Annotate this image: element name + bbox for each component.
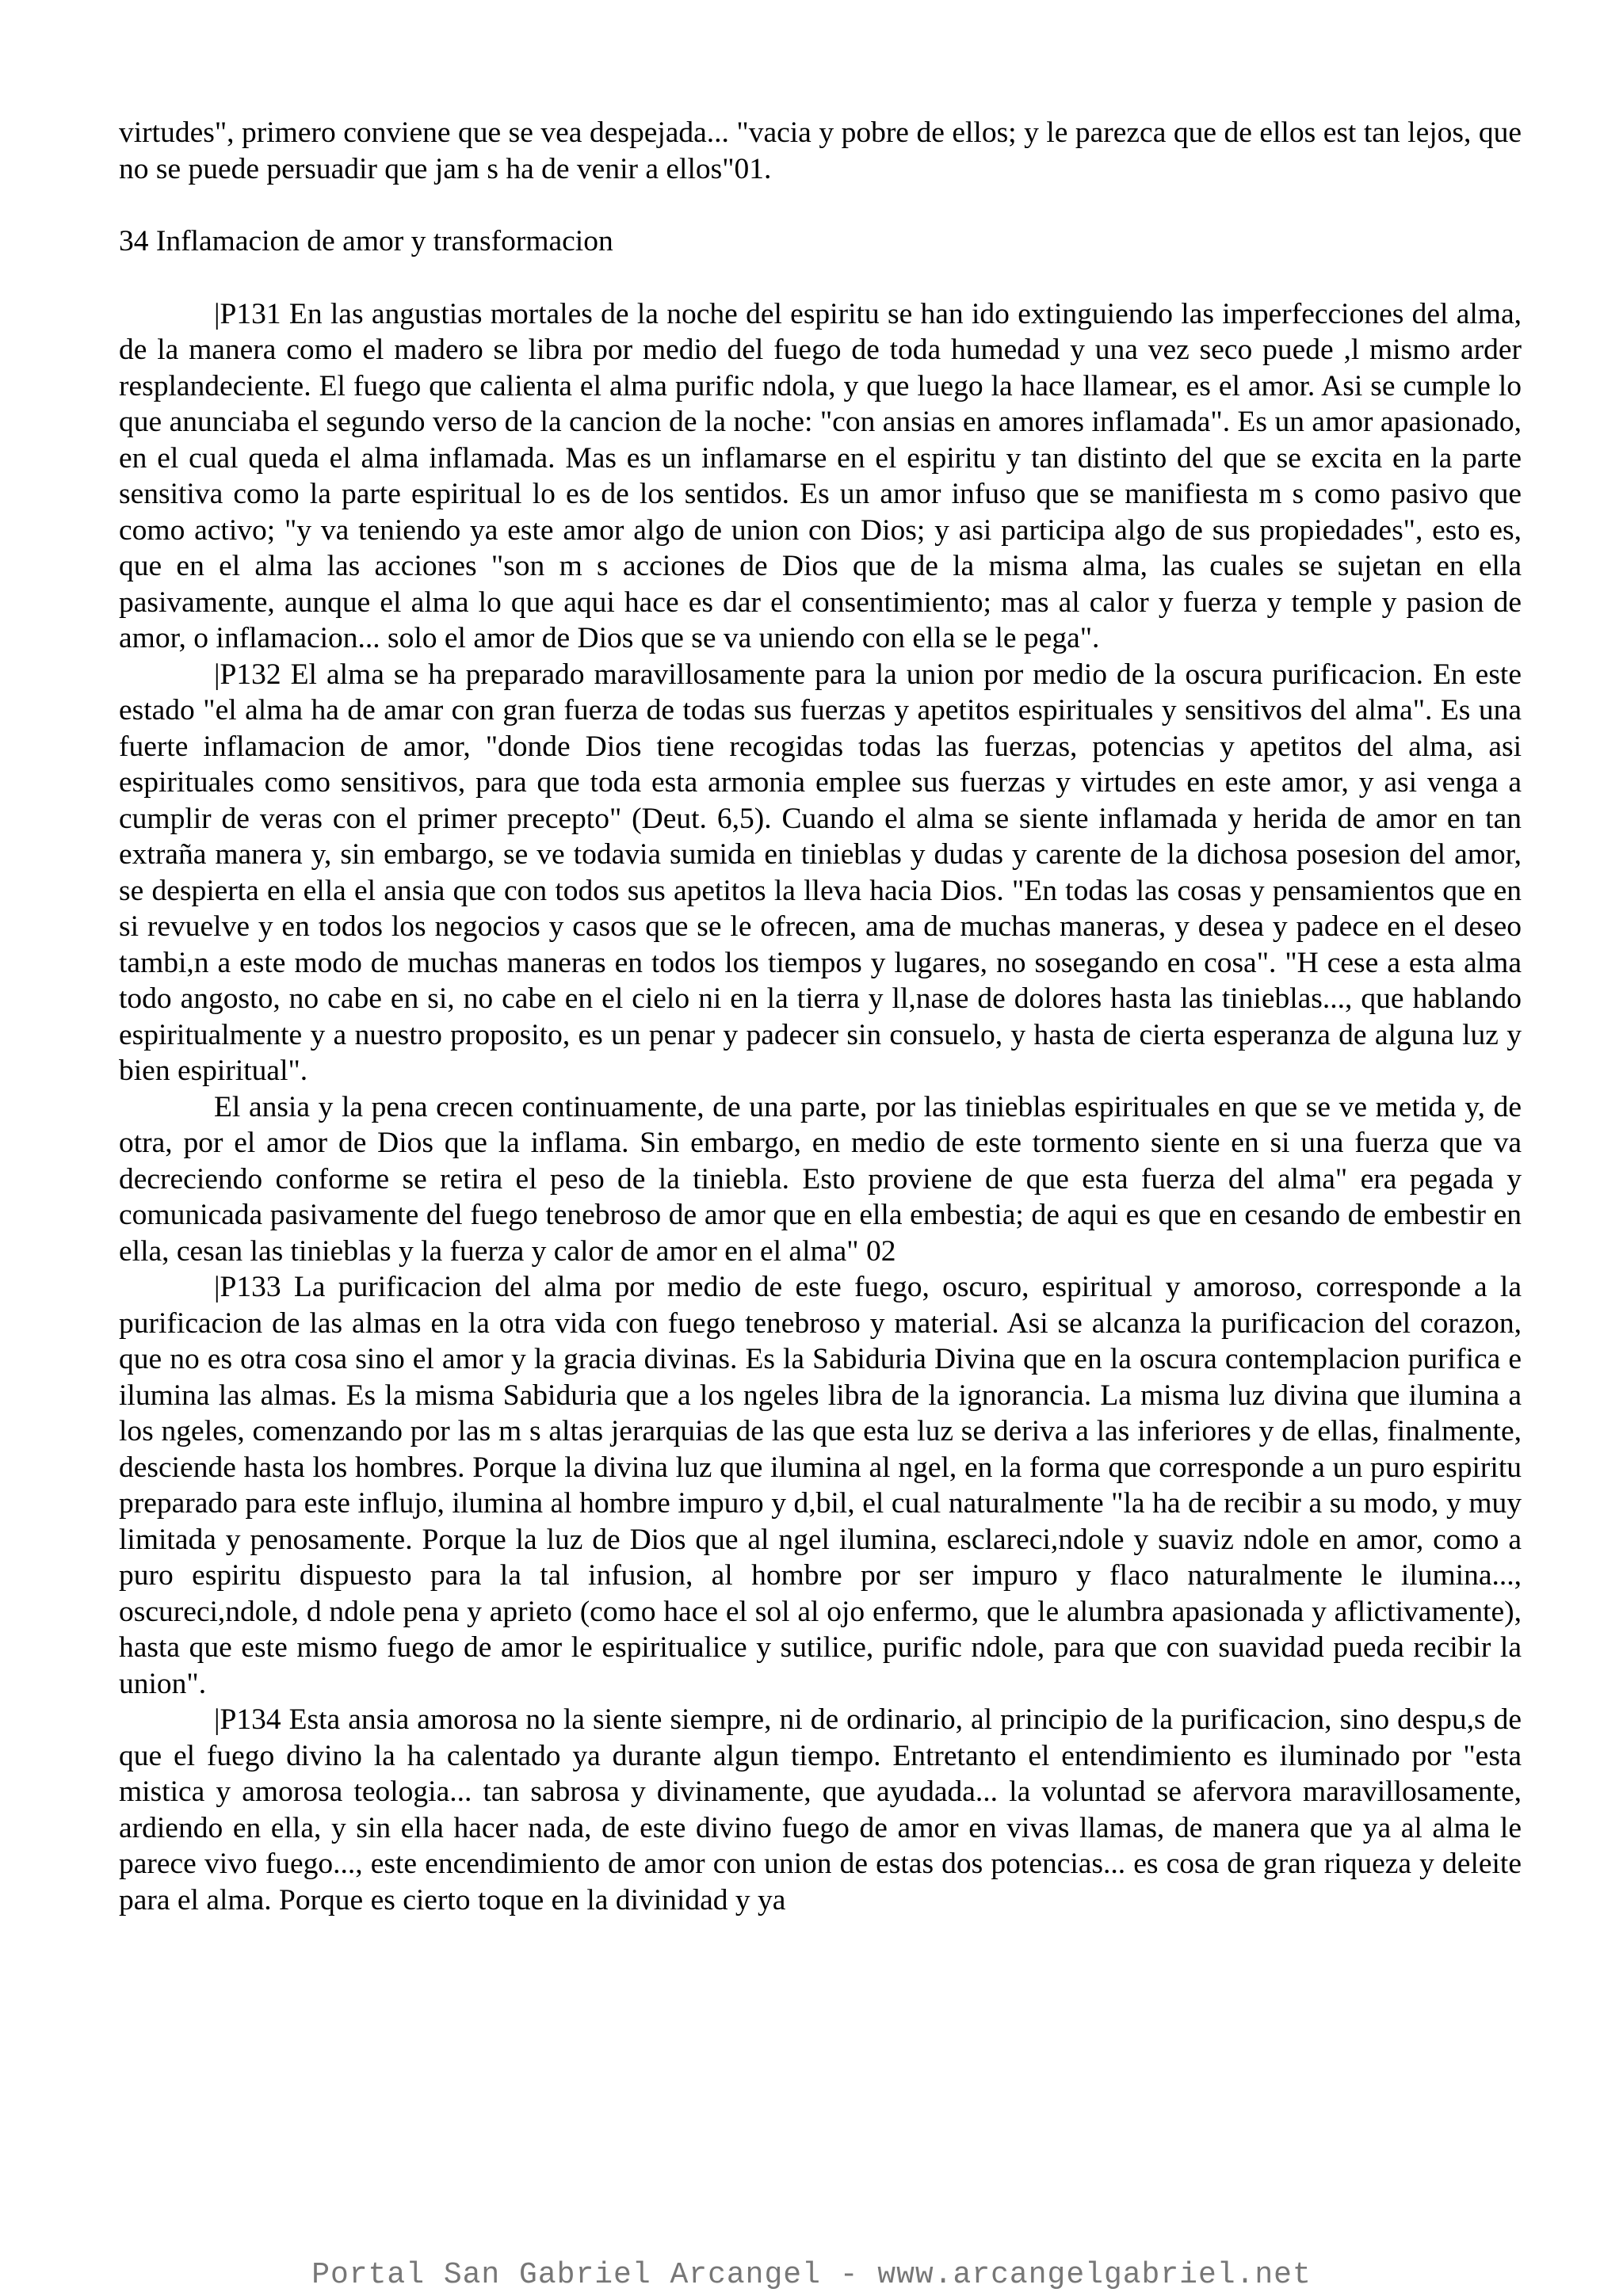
paragraph-p132: |P132 El alma se ha preparado maravillosamente para la union por medio de la oscura purificacion. En este estado "el alma ha de amar con gran fuerza de todas sus fuerzas y apetitos espirituales y sensitivos del alma". Es una fuerte inflamacion de amor, "donde Dios tiene recogidas todas las fuerzas, potencias y apetitos del alma, asi espirituales como sensitivos, para que toda esta armonia emplee sus fuerzas y virtudes en este amor, y asi venga a cumplir de veras con el primer precepto" (Deut. 6,5). Cuando el alma se siente inflamada y herida de amor en tan extraña manera y, sin embargo, se ve todavia sumida en tinieblas y dudas y carente de la dichosa posesion del amor, se despierta en ella el ansia que con todos sus apetitos la lleva hacia Dios. "En todas las cosas y pensamientos que en si revuelve y en todos los negocios y casos que se le ofrecen, ama de muchas maneras, y desea y padece en el deseo tambi,n a este modo de muchas maneras en todos los tiempos y lugares, no sosegando en cosa". "H cese a esta alma todo angosto, no cabe en si, no cabe en el cielo ni en la tierra y ll,nase de dolores hasta las tinieblas..., que hablando espiritualmente y a nuestro proposito, es un penar y padecer sin consuelo, y hasta de cierta esperanza de alguna luz y bien espiritual".	[119, 658, 1522, 1087]
paragraph-p131: |P131 En las angustias mortales de la noche del espiritu se han ido extinguiendo las imperfecciones del alma, de la manera como el madero se libra por medio del fuego de toda humedad y una vez seco puede ,l mismo arder resplandeciente. El fuego que calienta el alma purific ndola, y que luego la hace llamear, es el amor. Asi se cumple lo que anunciaba el segundo verso de la cancion de la noche: "con ansias en amores inflamada". Es un amor apasionado, en el cual queda el alma inflamada. Mas es un inflamarse en el espiritu y tan distinto del que se excita en la parte sensitiva como la parte espiritual lo es de los sentidos. Es un amor infuso que se manifiesta m s como pasivo que como activo; "y va teniendo ya este amor algo de union con Dios; y asi participa algo de sus propiedades", esto es, que en el alma las acciones "son m s acciones de Dios que de la misma alma, las cuales se sujetan en ella pasivamente, aunque el alma lo que aqui hace es dar el consentimiento; mas al calor y fuerza y temple y pasion de amor, o inflamacion... solo el amor de Dios que se va uniendo con ella se le pega".	[119, 297, 1522, 654]
paragraph-p133: |P133 La purificacion del alma por medio de este fuego, oscuro, espiritual y amoroso, corresponde a la purificacion de las almas en la otra vida con fuego tenebroso y material. Asi se alcanza la purificacion del corazon, que no es otra cosa sino el amor y la gracia divinas. Es la Sabiduria Divina que en la oscura contemplacion purifica e ilumina las almas. Es la misma Sabiduria que a los ngeles libra de la ignorancia. La misma luz divina que ilumina a los ngeles, comenzando por las m s altas jerarquias de las que esta luz se deriva a las inferiores y de ellas, finalmente, desciende hasta los hombres. Porque la divina luz que ilumina al ngel, en la forma que corresponde a un puro espiritu preparado para este influjo, ilumina al hombre impuro y d,bil, el cual naturalmente "la ha de recibir a su modo, y muy limitada y penosamente. Porque la luz de Dios que al ngel ilumina, esclareci,ndole y suaviz ndole en amor, como a puro espiritu dispuesto para la tal infusion, al hombre por ser impuro y flaco naturalmente le ilumina..., oscureci,ndole, d ndole pena y aprieto (como hace el sol al ojo enfermo, que le alumbra apasionada y aflictivamente), hasta que este mismo fuego de amor le espiritualice y sutilice, purific ndole, para que con suavidad pueda recibir la union".	[119, 1271, 1522, 1700]
spacer	[119, 187, 1522, 223]
opening-paragraph: virtudes", primero conviene que se vea despejada... "vacia y pobre de ellos; y le parezca que de ellos est tan lejos, que no se puede persuadir que jam s ha de venir a ellos"01.	[119, 116, 1522, 185]
paragraph-ansia: El ansia y la pena crecen continuamente, de una parte, por las tinieblas espirituales en que se ve metida y, de otra, por el amor de Dios que la inflama. Sin embargo, en medio de este tormento siente en si una fuerza que va decreciendo conforme se retira el peso de la tiniebla. Esto proviene de que esta fuerza del alma" era pegada y comunicada pasivamente del fuego tenebroso de amor que en ella embestia; de aqui es que en cesando de embestir en ella, cesan las tinieblas y la fuerza y calor de amor en el alma" 02	[119, 1090, 1522, 1268]
page-footer: Portal San Gabriel Arcangel - www.arcangelgabriel.net	[311, 2258, 1312, 2292]
document-body	[119, 115, 1522, 1918]
spacer	[119, 260, 1522, 296]
paragraph-p134: |P134 Esta ansia amorosa no la siente siempre, ni de ordinario, al principio de la purificacion, sino despu,s de que el fuego divino la ha calentado ya durante algun tiempo. Entretanto el entendimiento es iluminado por "esta mistica y amorosa teologia... tan sabrosa y divinamente, que ayudada... la voluntad se afervora maravillosamente, ardiendo en ella, y sin ella hacer nada, de este divino fuego de amor en vivas llamas, de manera que ya al alma le parece vivo fuego..., este encendimiento de amor con union de estas dos potencias... es cosa de gran riqueza y deleite para el alma. Porque es cierto toque en la divinidad y ya	[119, 1703, 1522, 1917]
section-heading: 34 Inflamacion de amor y transformacion	[119, 225, 613, 257]
